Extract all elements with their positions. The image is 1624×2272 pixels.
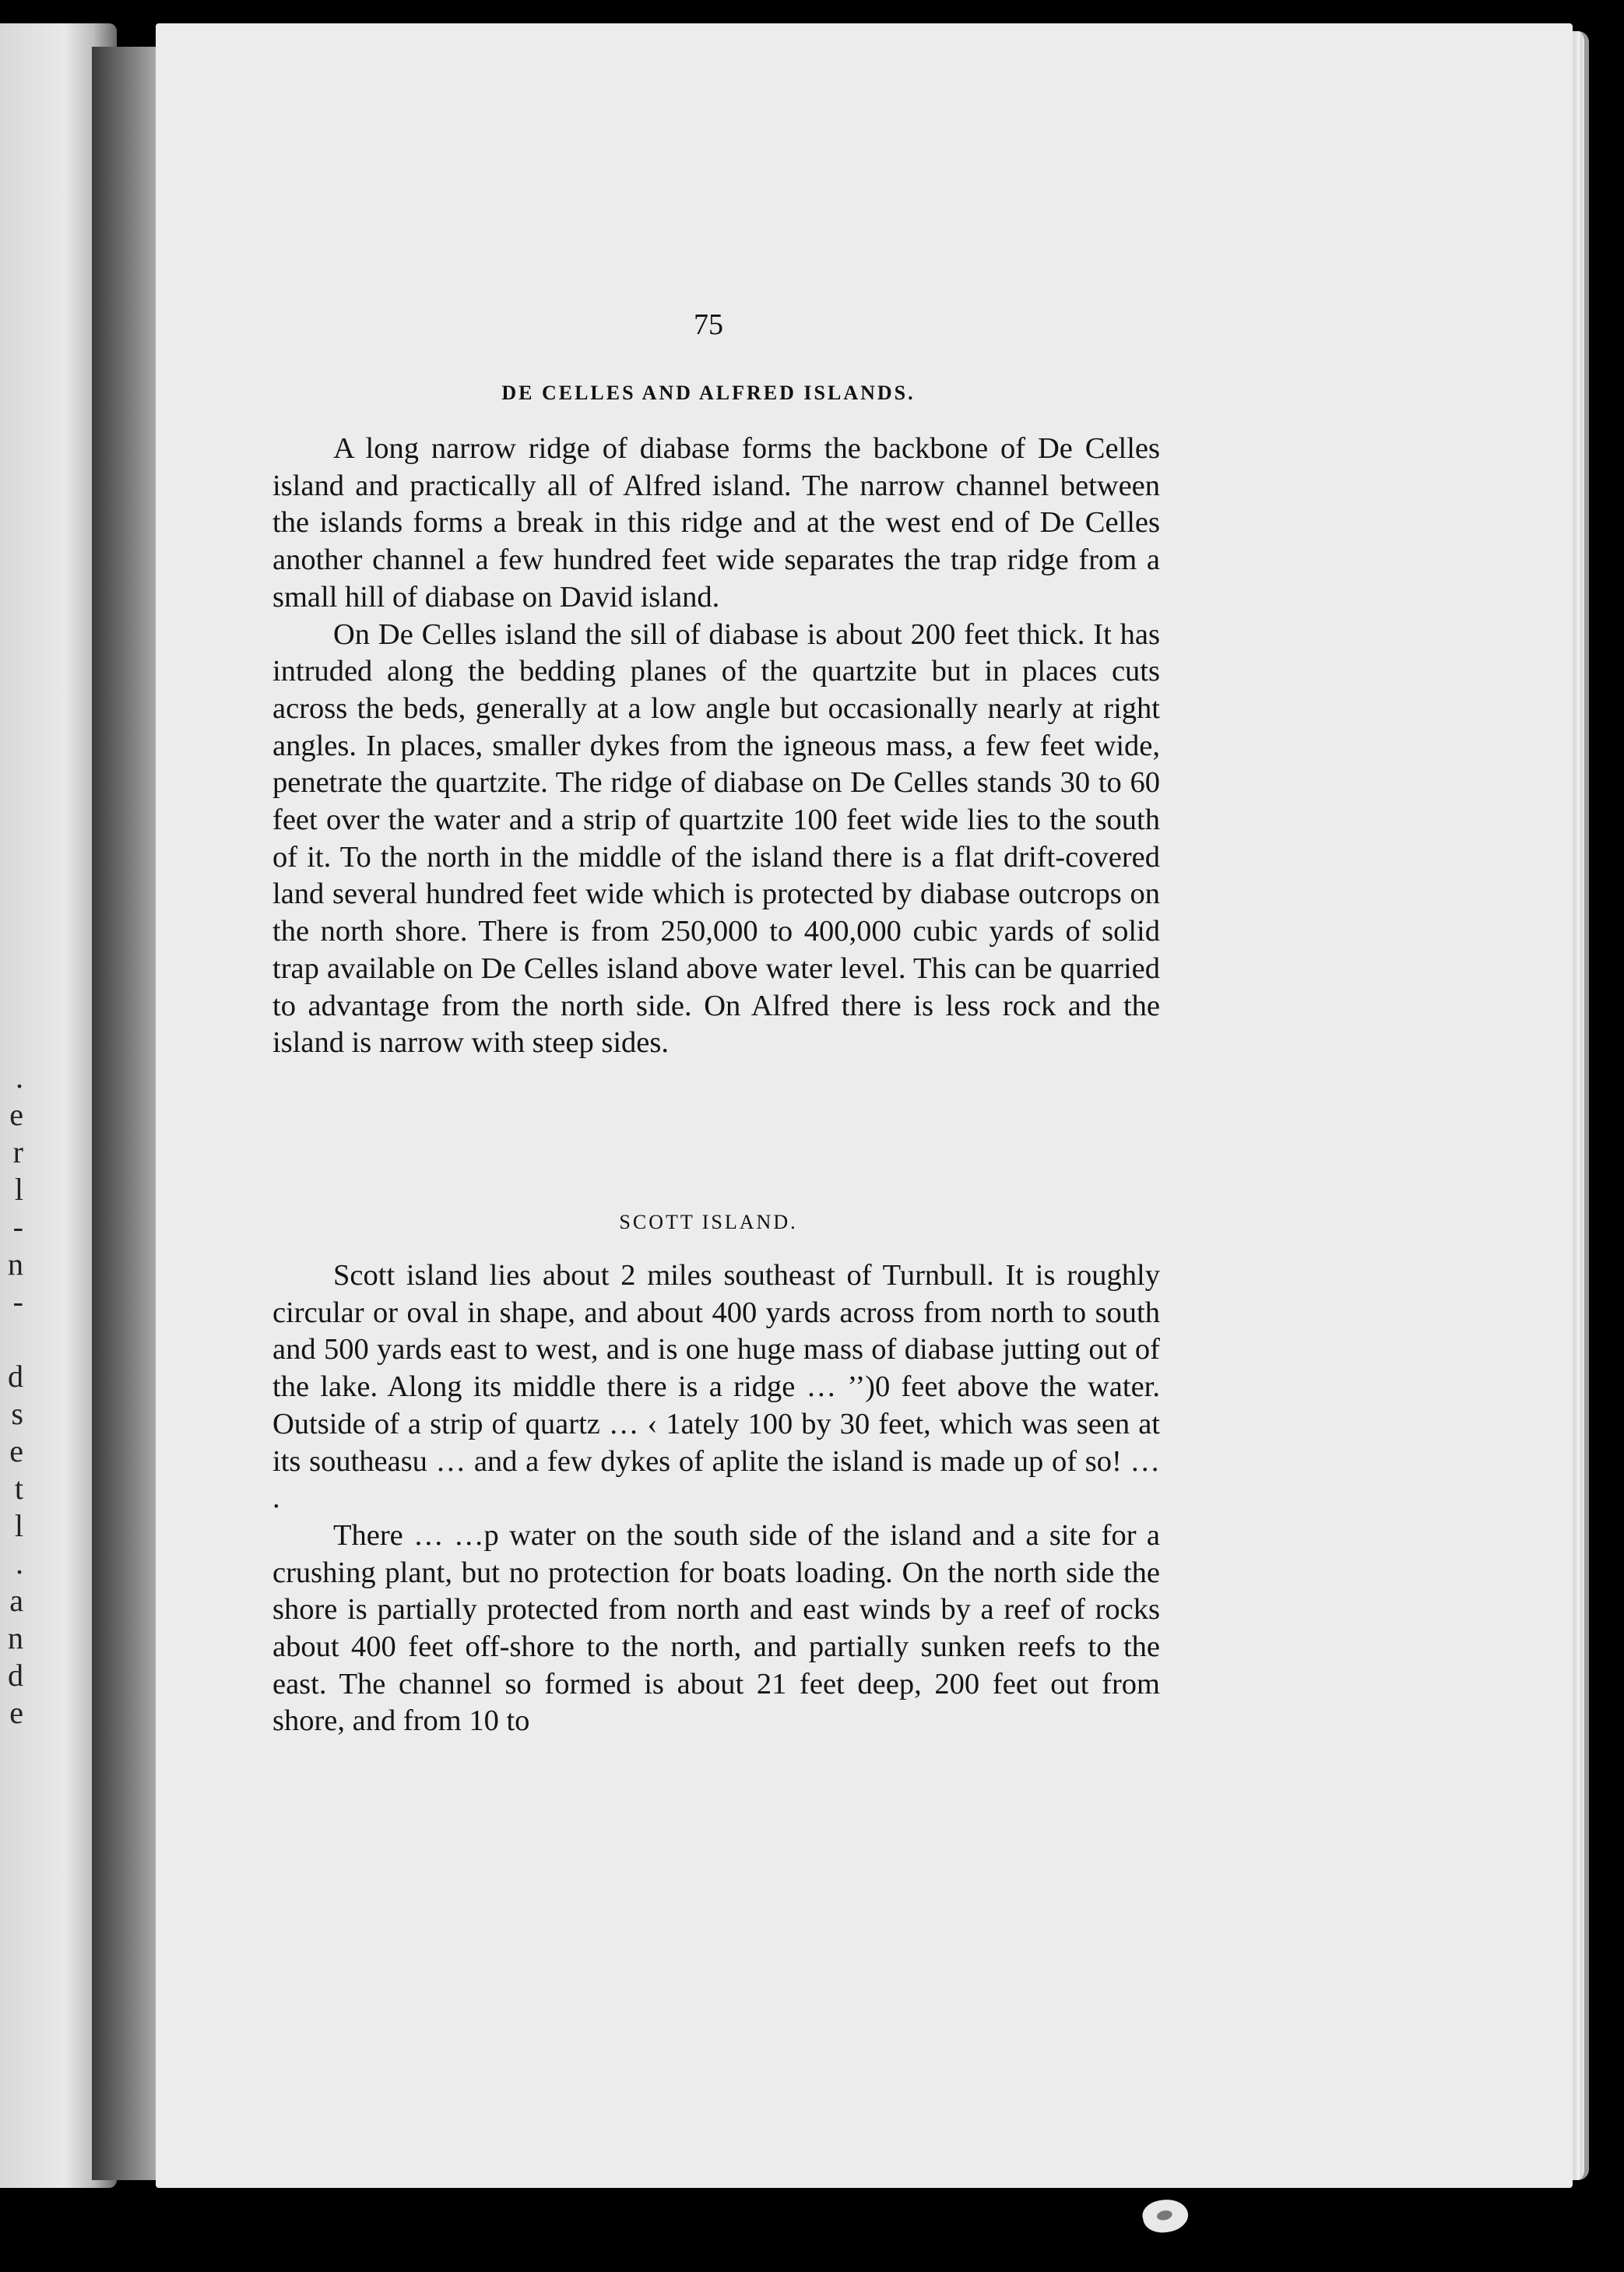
section-body-de-celles [272, 431, 1160, 1062]
fragment-char: n [8, 1620, 23, 1655]
fragment-char: l [14, 1172, 23, 1207]
fragment-char: - [12, 1284, 23, 1319]
section-heading-scott-island: SCOTT ISLAND. [619, 1211, 798, 1233]
fragment-char [0, 1321, 23, 1358]
fragment-char: . [16, 1546, 23, 1581]
fragment-char: l [14, 1508, 23, 1543]
fragment-char: n [8, 1247, 23, 1282]
fragment-char: s [11, 1396, 23, 1431]
paragraph: There … …p water on the south side of the island and a site for a crushing plant, but no protection for boats loading. On the north side the shore is partially protected from north and east winds by a reef of rocks about 400 feet off-shore to the north, and partially sunken reefs to the east. The channel so formed is about 21 feet deep, 200 feet out from shore, and from 10 to [272, 1518, 1160, 1738]
fragment-char: t [14, 1471, 23, 1506]
page-number: 75 [694, 308, 723, 341]
fragment-char: a [9, 1583, 23, 1618]
fragment-char: e [9, 1695, 23, 1730]
fragment-char: . [16, 1060, 23, 1095]
fragment-char: e [9, 1097, 23, 1132]
fragment-char: d [8, 1359, 23, 1394]
fragment-char: d [8, 1658, 23, 1693]
paragraph: On De Celles island the sill of diabase is about 200 feet thick. It has intruded along the bedding planes of the quartzite but in places cuts across the beds, generally at a low angle but occasionally nearly at right angles. In places, smaller dykes from the igneous mass, a few feet wide, penetrate the quartzite. The ridge of diabase on De Celles stands 30 to 60 feet over the water and a strip of quartzite 100 feet wide lies to the south of it. To the north in the middle of the island there is a flat drift-covered land several hundred feet wide which is protected by diabase outcrops on the north shore. There is from 250,000 to 400,000 cubic yards of solid trap available on De Celles island above water level. This can be quarried to advantage from the north side. On Alfred there is less rock and the island is narrow with steep sides. [272, 617, 1160, 1060]
facing-page-fragments [0, 1059, 23, 1732]
paragraph: Scott island lies about 2 miles southeast of Turnbull. It is roughly circular or oval in shape, and about 400 yards across from north to south and 500 yards east to west, and is one huge mass of diabase jutting out of the lake. Along its middle there is a ridge … ’’)0 feet above the water. Outside of a strip of quartz … ‹ 1ately 100 by 30 feet, which was seen at its southeasu … and a few dykes of aplite the island is made up of so! … . [272, 1259, 1160, 1515]
book-page [156, 23, 1573, 2188]
paper-blemish [1140, 2195, 1190, 2236]
section-body-scott-island [272, 1257, 1160, 1740]
fragment-char: e [9, 1433, 23, 1468]
fragment-char: r [12, 1134, 23, 1169]
fragment-char: - [12, 1209, 23, 1244]
section-heading-de-celles: DE CELLES AND ALFRED ISLANDS. [501, 382, 916, 404]
paragraph: A long narrow ridge of diabase forms the backbone of De Celles island and practically all of Alfred island. The narrow channel between the islands forms a break in this ridge and at the west end of De Celles another channel a few hundred feet wide separates the trap ridge from a small hill of diabase on David island. [272, 432, 1160, 614]
